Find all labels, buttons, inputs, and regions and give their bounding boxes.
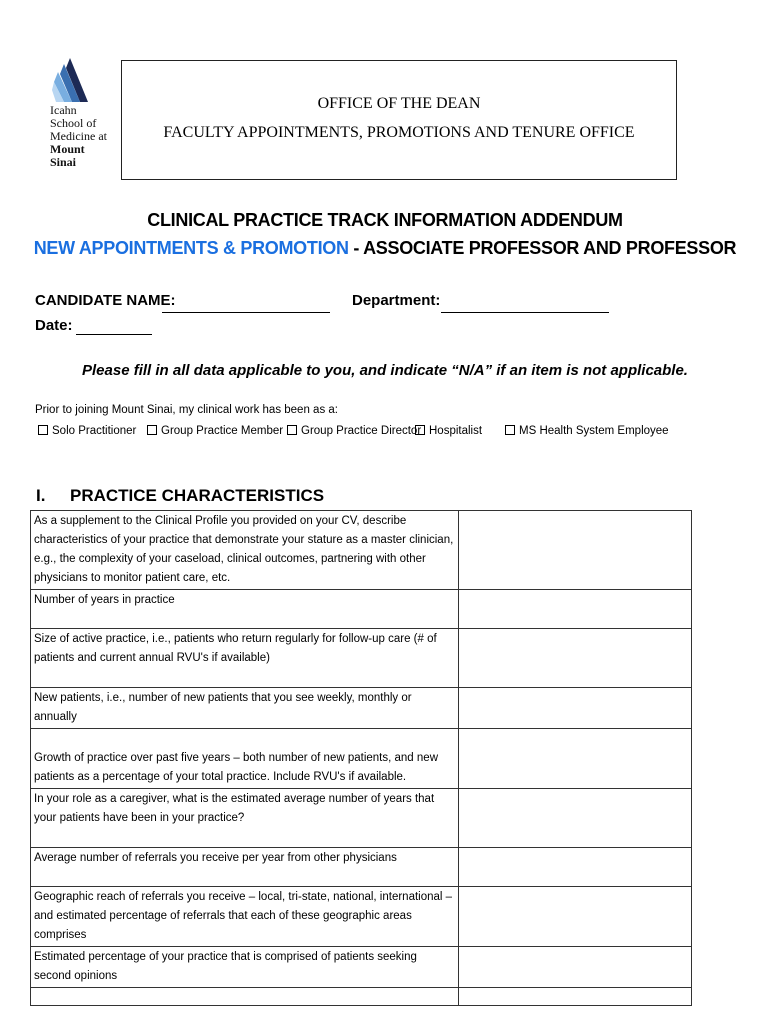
department-label: Department: — [352, 292, 441, 309]
answer-cell[interactable] — [459, 729, 692, 789]
practice-characteristics-table — [30, 510, 692, 1006]
question-cell: In your role as a caregiver, what is the estimated average number of years that your patients have been in your practice? — [31, 789, 459, 848]
answer-cell[interactable] — [459, 988, 692, 1006]
section-title: PRACTICE CHARACTERISTICS — [70, 486, 325, 505]
instruction-text: Please fill in all data applicable to you, and indicate “N/A” if an item is not applicable. — [82, 362, 688, 379]
question-cell: Number of years in practice — [31, 590, 459, 629]
date-line[interactable] — [76, 334, 152, 335]
option-group-practice-member[interactable]: Group Practice Member — [147, 425, 283, 437]
answer-cell[interactable] — [459, 688, 692, 729]
option-solo-practitioner[interactable]: Solo Practitioner — [38, 425, 136, 437]
section-number: I. — [36, 486, 46, 505]
answer-cell[interactable] — [459, 947, 692, 988]
checkbox[interactable] — [38, 425, 48, 435]
date-label: Date: — [35, 317, 73, 334]
table-row — [31, 629, 692, 688]
option-ms-health-system-employee[interactable]: MS Health System Employee — [505, 425, 669, 437]
option-group-practice-director[interactable]: Group Practice Director — [287, 425, 421, 437]
question-cell: As a supplement to the Clinical Profile you provided on your CV, describe characteristics of your practice that demonstrate your stature as a master clinician, e.g., the complexity of your caseload, clinical outcomes, partnering with other physicians to monitor patient care, etc. — [31, 511, 459, 590]
question-cell: Growth of practice over past five years – both number of new patients, and new patients as a percentage of your total practice. Include RVU's if available. — [31, 729, 459, 789]
answer-cell[interactable] — [459, 590, 692, 629]
table-row — [31, 988, 692, 1006]
table-row — [31, 688, 692, 729]
mount-sinai-logo-icon — [52, 58, 88, 102]
office-line-1: OFFICE OF THE DEAN — [317, 95, 481, 112]
question-cell: Size of active practice, i.e., patients who return regularly for follow-up care (# of patients and current annual RVU's if available) — [31, 629, 459, 688]
candidate-name-line[interactable] — [162, 312, 330, 313]
checkbox[interactable] — [415, 425, 425, 435]
dean-office-box — [121, 60, 677, 180]
table-row — [31, 887, 692, 947]
answer-cell[interactable] — [459, 848, 692, 887]
answer-cell[interactable] — [459, 789, 692, 848]
subtitle-accent: NEW APPOINTMENTS & PROMOTION — [33, 238, 349, 258]
question-cell: Geographic reach of referrals you receive – local, tri-state, national, international – and estimated percentage of referrals that each of these geographic areas comprises — [31, 887, 459, 947]
question-cell — [31, 988, 459, 1006]
office-line-2: FACULTY APPOINTMENTS, PROMOTIONS AND TENURE OFFICE — [163, 124, 635, 141]
checkbox[interactable] — [287, 425, 297, 435]
option-hospitalist[interactable]: Hospitalist — [415, 425, 482, 437]
answer-cell[interactable] — [459, 511, 692, 590]
table-row — [31, 590, 692, 629]
form-subtitle — [0, 238, 770, 259]
table-row — [31, 848, 692, 887]
table-row — [31, 729, 692, 789]
checkbox[interactable] — [147, 425, 157, 435]
question-cell: Estimated percentage of your practice that is comprised of patients seeking second opinions — [31, 947, 459, 988]
table-row — [31, 511, 692, 590]
question-cell: New patients, i.e., number of new patients that you see weekly, monthly or annually — [31, 688, 459, 729]
question-cell: Average number of referrals you receive per year from other physicians — [31, 848, 459, 887]
answer-cell[interactable] — [459, 887, 692, 947]
department-line[interactable] — [441, 312, 609, 313]
form-title: CLINICAL PRACTICE TRACK INFORMATION ADDENDUM — [147, 210, 623, 230]
logo-wordmark: Icahn School of Medicine at Mount Sinai — [50, 103, 107, 169]
prior-work-label: Prior to joining Mount Sinai, my clinical work has been as a: — [35, 404, 338, 416]
candidate-name-label: CANDIDATE NAME: — [35, 292, 176, 309]
checkbox[interactable] — [505, 425, 515, 435]
table-row — [31, 947, 692, 988]
school-logo — [50, 58, 112, 183]
table-row — [31, 789, 692, 848]
subtitle-rest: - ASSOCIATE PROFESSOR AND PROFESSOR — [348, 238, 737, 258]
answer-cell[interactable] — [459, 629, 692, 688]
